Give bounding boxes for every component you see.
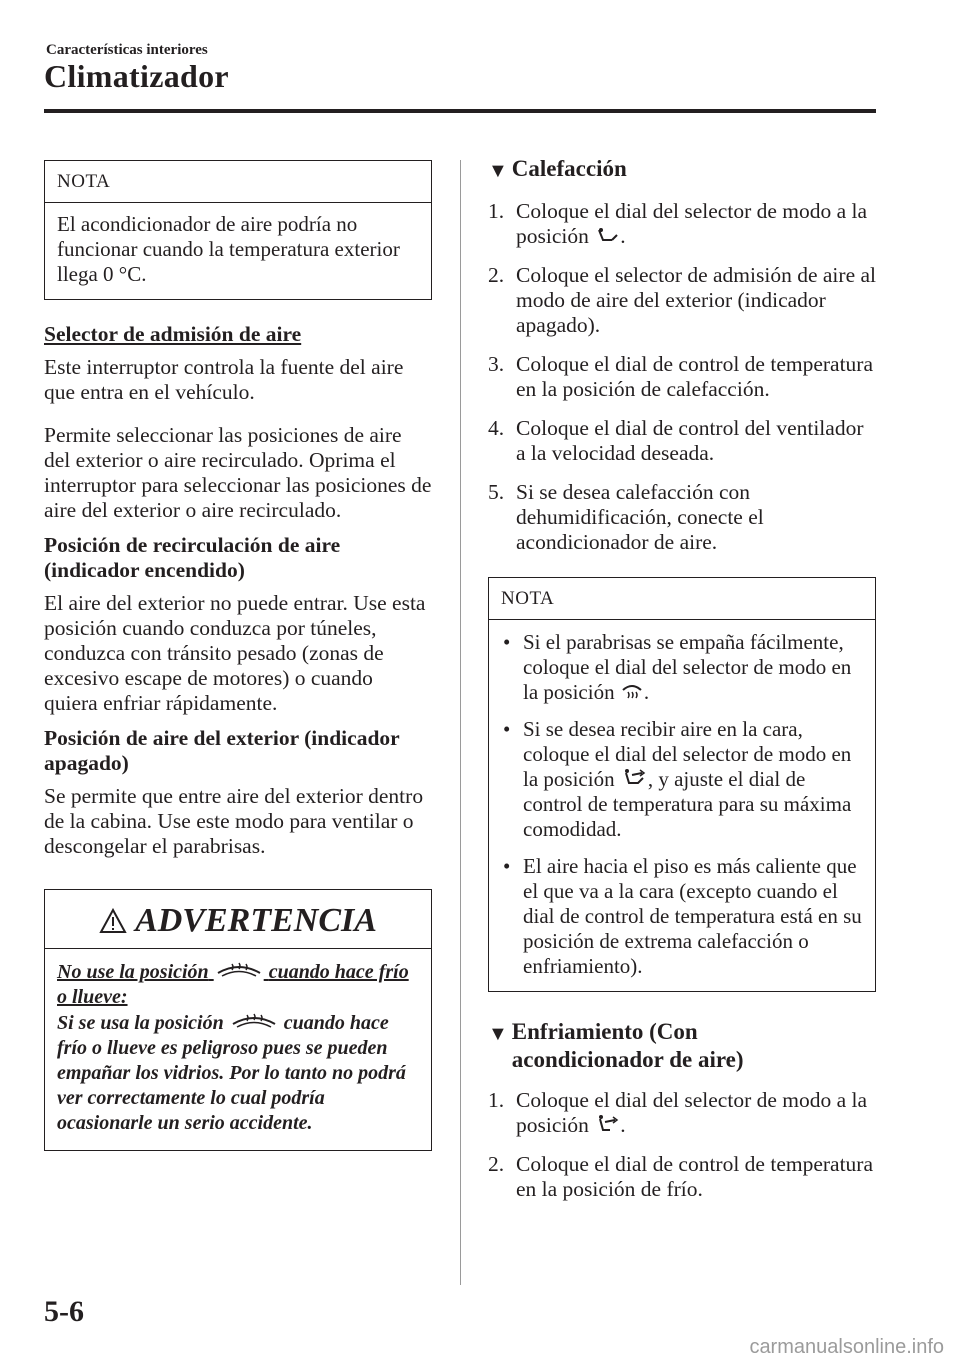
- note-bullet-1: [501, 630, 863, 705]
- warning-line-2-start: Si se usa la posición: [57, 1012, 224, 1034]
- step-number: 2.: [488, 263, 505, 287]
- step-text: Coloque el dial del selector de modo a la posición: [516, 1088, 868, 1137]
- heating-steps: [488, 199, 876, 555]
- recirculation-heading: Posición de recirculación de aire (indicador encendido): [44, 533, 341, 582]
- outside-air-heading: Posición de aire del exterior (indicador apagado): [44, 726, 400, 775]
- intake-selector-heading: Selector de admisión de aire: [44, 322, 302, 346]
- face-floor-mode-icon: [620, 767, 648, 789]
- heating-step-4: [488, 416, 876, 466]
- warning-body: [45, 949, 431, 1150]
- heating-step-5: [488, 480, 876, 555]
- bullet-text: Si el parabrisas se empaña fácilmente, coloque el dial del selector de modo en la posición: [523, 630, 852, 704]
- note-box-temperature: [44, 160, 432, 300]
- warning-line-2: [57, 1010, 419, 1136]
- step-text: Si se desea calefacción con dehumidificación, conecte el acondicionador de aire.: [516, 480, 764, 554]
- warning-title: ADVERTENCIA: [135, 902, 377, 939]
- cooling-heading-text: [512, 1018, 744, 1074]
- right-column: [488, 155, 876, 1202]
- warning-line-1: [57, 959, 419, 1010]
- step-number: 2.: [488, 1152, 505, 1176]
- cooling-step-1: [488, 1088, 876, 1138]
- defrost-mode-icon: [620, 680, 644, 702]
- bullet-dot: •: [503, 717, 511, 741]
- heating-step-3: [488, 352, 876, 402]
- step-number: 1.: [488, 199, 505, 223]
- header-rule: [44, 109, 876, 113]
- page-number: 5-6: [44, 1295, 84, 1328]
- watermark: carmanualsonline.info: [749, 1336, 944, 1358]
- page-title: Climatizador: [44, 58, 229, 94]
- step-text-end: .: [620, 1113, 626, 1137]
- heating-step-2: [488, 263, 876, 338]
- heating-heading: [488, 155, 876, 185]
- cooling-step-2: [488, 1152, 876, 1202]
- note-box-modes: [488, 577, 876, 992]
- floor-mode-icon: [594, 226, 620, 246]
- note-heading: NOTA: [45, 161, 431, 203]
- left-column: [44, 160, 432, 1151]
- heating-step-1: [488, 199, 876, 249]
- step-number: 3.: [488, 352, 505, 376]
- intake-intro-text: Este interruptor controla la fuente del aire que entra en el vehículo.: [44, 355, 404, 404]
- step-text-end: .: [620, 224, 626, 248]
- warning-triangle-icon: [99, 908, 127, 934]
- recirculation-text: El aire del exterior no puede entrar. Use esta posición cuando conduzca por túneles, conduzca con tránsito pesado (zonas de excesivo escape de motores) o cuando quiera enfriar rápidamente.: [44, 591, 426, 715]
- warning-box: [44, 889, 432, 1151]
- note-bullets: [501, 630, 863, 979]
- triangle-marker-icon: ▼: [488, 1023, 508, 1045]
- bullet-text-end: .: [643, 680, 650, 704]
- step-number: 4.: [488, 416, 505, 440]
- warning-line-2-end: cuando hace frío o llueve es peligroso pues se pueden empañar los vidrios. Por lo tanto no podrá ver correctamente lo cual podría ocasionarle un serio accidente.: [57, 1012, 406, 1134]
- intake-description-text: Permite seleccionar las posiciones de aire del exterior o aire recirculado. Oprima el interruptor para seleccionar las posiciones de aire del exterior o aire recirculado.: [44, 423, 432, 522]
- note-body: [489, 620, 875, 991]
- note-bullet-3: [501, 854, 863, 979]
- section-label: Características interiores: [46, 42, 208, 58]
- cooling-heading-line-2: acondicionador de aire): [511, 1047, 744, 1072]
- warning-title-row: [45, 890, 431, 949]
- bullet-dot: •: [503, 854, 511, 878]
- cooling-heading: [488, 1018, 876, 1074]
- windshield-defrost-icon: [229, 1010, 279, 1032]
- step-text: Coloque el dial de control de temperatura en la posición de frío.: [516, 1152, 874, 1201]
- windshield-defrost-icon: [214, 959, 264, 981]
- column-separator: [460, 160, 461, 1285]
- bullet-dot: •: [503, 630, 511, 654]
- step-text: Coloque el dial de control de temperatura en la posición de calefacción.: [516, 352, 874, 401]
- note-body: El acondicionador de aire podría no funcionar cuando la temperatura exterior llega 0 °C.: [57, 212, 400, 286]
- warning-line-1-start: No use la posición: [57, 961, 209, 983]
- step-text: Coloque el dial de control del ventilador a la velocidad deseada.: [516, 416, 864, 465]
- warning-line-1-end: cuando hace frío o llueve:: [57, 961, 409, 1008]
- step-text: Coloque el selector de admisión de aire al modo de aire del exterior (indicador apagado).: [516, 263, 876, 337]
- heating-heading-text: Calefacción: [511, 156, 627, 181]
- bullet-text: El aire hacia el piso es más caliente que el que va a la cara (excepto cuando el dial de control de temperatura está en su posición de extrema calefacción o enfriamiento).: [523, 854, 862, 978]
- note-bullet-2: [501, 717, 863, 842]
- triangle-marker-icon: ▼: [488, 160, 508, 182]
- face-mode-icon: [594, 1113, 620, 1135]
- note-heading: NOTA: [489, 578, 875, 620]
- step-number: 5.: [488, 480, 505, 504]
- step-number: 1.: [488, 1088, 505, 1112]
- bullet-text-end: , y ajuste el dial de control de temperatura para su máxima comodidad.: [523, 767, 852, 841]
- cooling-heading-line-1: Enfriamiento (Con: [511, 1019, 698, 1044]
- outside-air-text: Se permite que entre aire del exterior dentro de la cabina. Use este modo para ventilar o descongelar el parabrisas.: [44, 784, 424, 858]
- step-text: Coloque el dial del selector de modo a la posición: [516, 199, 868, 248]
- bullet-text: Si se desea recibir aire en la cara, coloque el dial del selector de modo en la posición: [523, 717, 852, 791]
- cooling-steps: [488, 1088, 876, 1202]
